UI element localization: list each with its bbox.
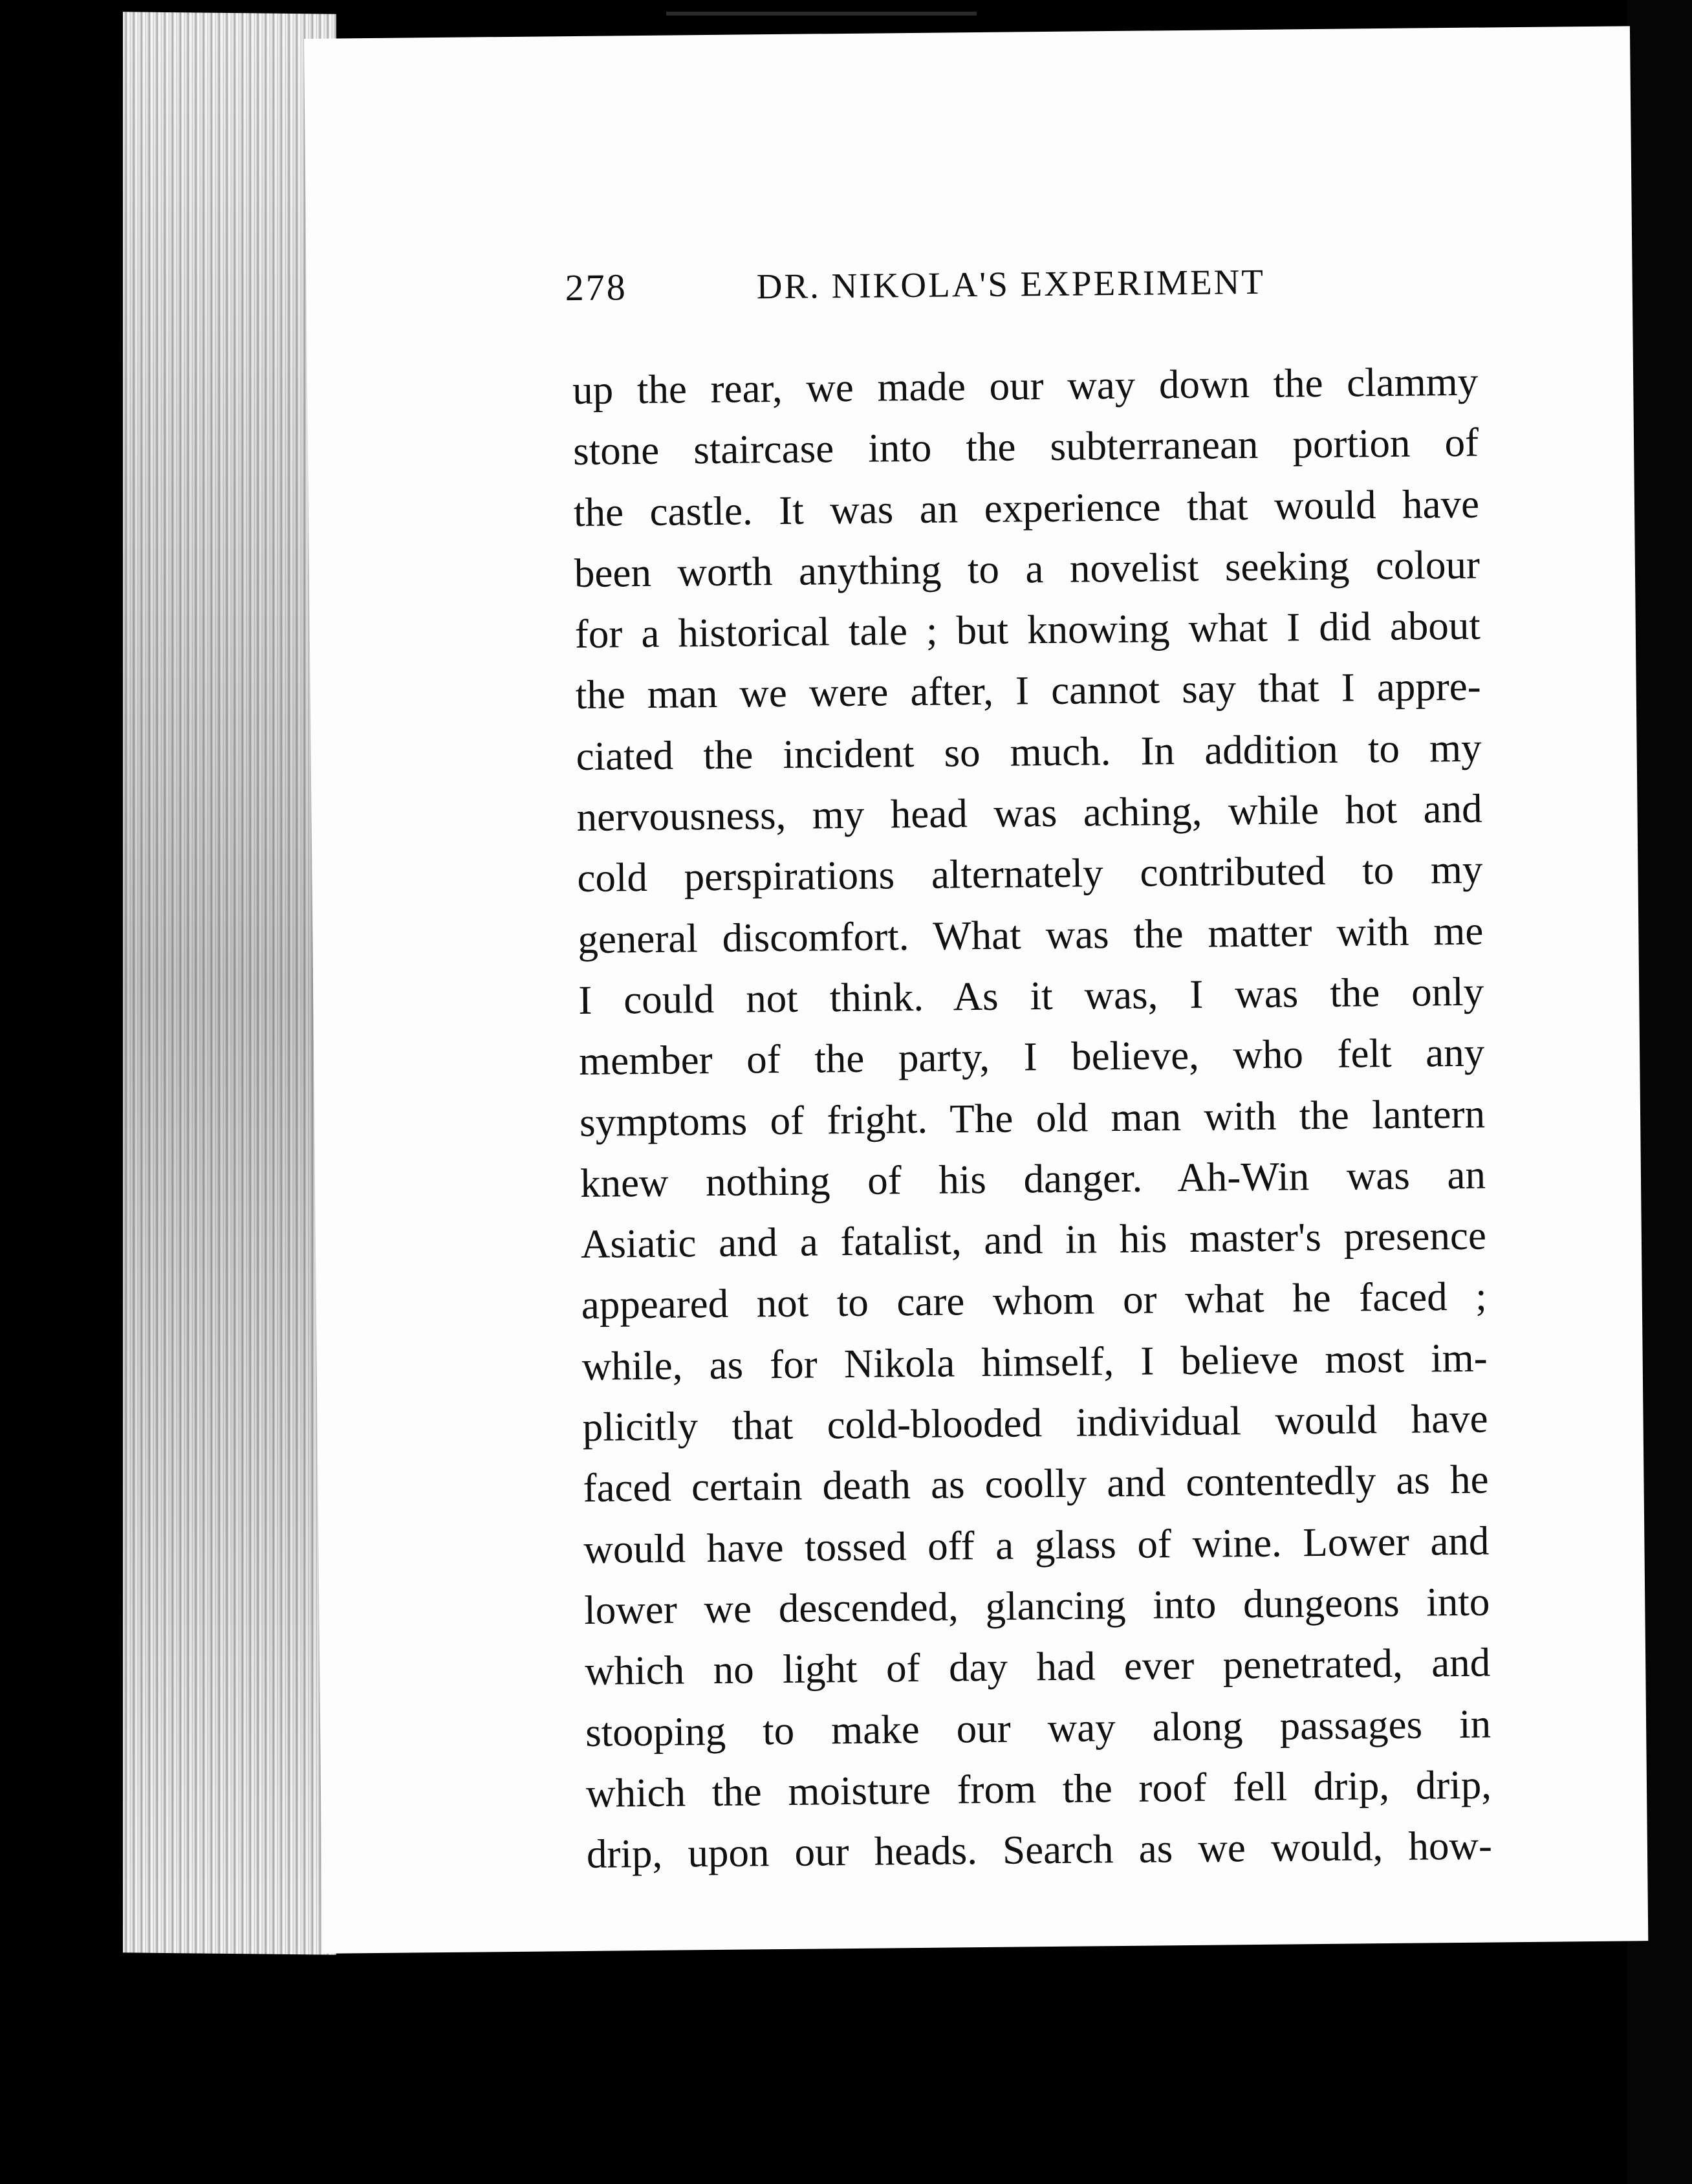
text-line: which no light of day had ever penetrated, and (584, 1639, 1491, 1694)
text-line: I could not think. As it was, I was the only (578, 968, 1484, 1023)
text-line: up the rear, we made our way down the clammy (572, 358, 1479, 413)
text-line: faced certain death as coolly and contentedly as he (583, 1456, 1489, 1511)
text-line: which the moisture from the roof fell drip, drip, (585, 1762, 1492, 1816)
text-line: symptoms of fright. The old man with the lantern (579, 1091, 1486, 1145)
text-line: been worth anything to a novelist seeking colour (574, 541, 1480, 596)
text-line: drip, upon our heads. Search as we would, how- (586, 1822, 1493, 1877)
text-line: nervousness, my head was aching, while hot and (576, 785, 1482, 840)
text-line: plicitly that cold-blooded individual would have (582, 1395, 1488, 1450)
running-head (565, 258, 1387, 309)
text-line: stone staircase into the subterranean portion of (572, 419, 1479, 474)
text-line: the castle. It was an experience that would have (573, 481, 1480, 535)
page-number: 278 (565, 266, 628, 309)
text-line: ciated the incident so much. In addition to my (576, 725, 1482, 779)
text-line: member of the party, I believe, who felt any (578, 1029, 1485, 1084)
top-rule (666, 12, 977, 16)
text-line: would have tossed off a glass of wine. Lower and (583, 1518, 1490, 1572)
text-line: the man we were after, I cannot say that I appre- (575, 664, 1482, 718)
text-line: stooping to make our way along passages in (585, 1701, 1491, 1755)
running-title: DR. NIKOLA'S EXPERIMENT (756, 261, 1266, 307)
text-line: general discomfort. What was the matter with me (578, 908, 1484, 962)
text-line: for a historical tale ; but knowing what I did about (574, 602, 1481, 657)
page-sheet (304, 26, 1648, 1954)
text-line: Asiatic and a fatalist, and in his master's presence (580, 1212, 1487, 1267)
text-line: appeared not to care whom or what he faced ; (581, 1273, 1488, 1328)
body-text (572, 351, 1493, 1885)
book-page-edges (123, 12, 336, 1954)
text-line: lower we descended, glancing into dungeons into (583, 1578, 1490, 1633)
text-line: cold perspirations alternately contributed to my (577, 846, 1483, 901)
text-line: while, as for Nikola himself, I believe most im- (581, 1335, 1488, 1389)
text-line: knew nothing of his danger. Ah-Win was an (580, 1152, 1486, 1206)
